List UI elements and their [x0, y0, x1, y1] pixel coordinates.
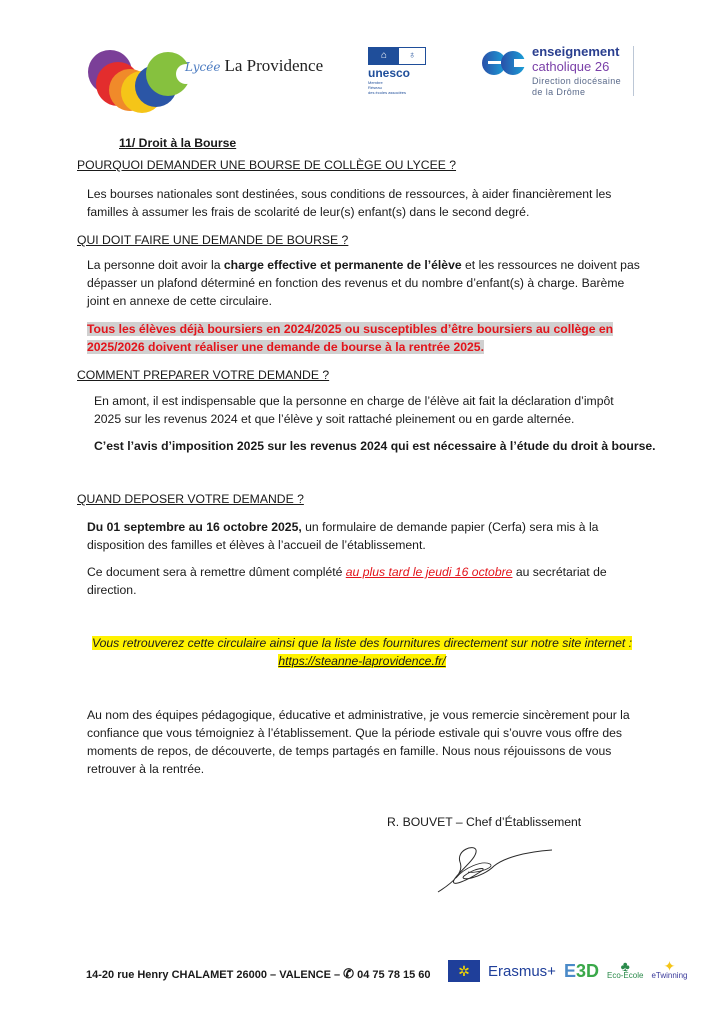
school-logo-circles	[86, 44, 196, 116]
bold-span: Du 01 septembre au 16 octobre 2025,	[87, 520, 302, 534]
unesco-sub: Membre	[368, 80, 383, 85]
temple-icon: ⌂	[369, 48, 399, 64]
deadline-red-text: au plus tard le jeudi 16 octobre	[345, 565, 513, 579]
ec-logo-icon	[481, 50, 525, 76]
school-name-script: Lycée	[185, 60, 221, 74]
heading-qui: QUI DOIT FAIRE UNE DEMANDE DE BOURSE ?	[77, 233, 349, 247]
address-text: 14-20 rue Henry CHALAMET 26000 – VALENCE –	[86, 969, 344, 981]
heading-pourquoi: POURQUOI DEMANDER UNE BOURSE DE COLLÈGE OU LYCEE ?	[77, 158, 457, 172]
ec-logo-text	[532, 44, 621, 98]
school-name-main: La Providence	[224, 56, 324, 75]
figure-icon: ♁	[408, 50, 416, 61]
erasmus-logo: Erasmus+	[488, 962, 556, 980]
text-span: et les ressources ne doivent pas	[461, 258, 640, 272]
red-highlight-text: Tous les élèves déjà boursiers en 2024/2025 ou susceptibles d’être boursiers au collège en	[87, 322, 614, 336]
ec-line3: Direction diocésaine	[532, 76, 622, 86]
ec-line2: catholique 26	[532, 59, 610, 74]
phone-number: 04 75 78 15 60	[357, 969, 431, 981]
paragraph-line	[87, 564, 607, 581]
closing-line: confiance que vous témoigniez à l’établissement. Que la période estivale qui s’ouvre vous offre des	[87, 726, 622, 740]
unesco-name: unesco	[368, 66, 411, 80]
section-title: 11/ Droit à la Bourse	[119, 136, 237, 150]
bold-statement: C’est l’avis d’imposition 2025 sur les revenus 2024 qui est nécessaire à l’étude du droit à bourse.	[94, 439, 656, 453]
eco-ecole-label: Eco-École	[606, 971, 644, 980]
school-name	[185, 56, 323, 76]
phone-icon: ✆	[343, 966, 355, 981]
unesco-logo	[368, 47, 426, 95]
highlight-line	[87, 339, 484, 356]
paragraph-line: joint en annexe de cette circulaire.	[87, 294, 272, 308]
bold-span: charge effective et permanente de l’élève	[223, 258, 462, 272]
highlight-line	[87, 321, 613, 338]
e3d-logo	[564, 961, 599, 982]
paragraph-line: Les bourses nationales sont destinées, sous conditions de ressources, à aider financièrement les	[87, 187, 612, 201]
paragraph-line: dépasser un plafond déterminé en fonction des revenus et du nombre d’enfant(s) à charge. Barème	[87, 276, 625, 290]
website-link[interactable]: https://steanne-laprovidence.fr/	[278, 654, 446, 668]
partner-logos	[448, 954, 687, 988]
text-span: Ce document sera à remettre dûment complété	[87, 565, 346, 579]
red-highlight-text: 2025/2026 doivent réaliser une demande de bourse à la rentrée 2025.	[87, 340, 484, 354]
etwinning-logo	[651, 958, 688, 980]
text-span: au secrétariat de	[512, 565, 607, 579]
e3d-3d: 3D	[575, 960, 599, 981]
paragraph-line: disposition des familles et élèves à l’accueil de l’établissement.	[87, 538, 426, 552]
ec-line4: de la Drôme	[532, 87, 586, 97]
unesco-emblem	[368, 47, 426, 65]
signatory: R. BOUVET – Chef d’Établissement	[387, 815, 582, 829]
closing-line: moments de repos, de découverte, de temps partagés en famille. Nous nous réjouissons de vous	[87, 744, 612, 758]
ec-line1: enseignement	[532, 44, 620, 59]
paragraph-line	[87, 519, 598, 536]
text-span: un formulaire de demande papier (Cerfa) sera mis à la	[301, 520, 599, 534]
eu-flag-icon: ✲	[448, 960, 480, 982]
signature-image	[434, 842, 554, 897]
heading-comment: COMMENT PREPARER VOTRE DEMANDE ?	[77, 368, 330, 382]
unesco-sub: des écoles associées	[368, 90, 407, 95]
eco-ecole-logo	[606, 958, 644, 980]
website-link-line	[0, 653, 724, 670]
unesco-sub: Réseau	[368, 85, 382, 90]
paragraph-line: direction.	[87, 583, 137, 597]
paragraph-line: familles à assumer les frais de scolarité de leur(s) enfant(s) dans le second degré.	[87, 205, 530, 219]
paragraph-line: En amont, il est indispensable que la personne en charge de l’élève ait fait la déclaration d’impôt	[94, 394, 614, 408]
website-note	[0, 635, 724, 652]
etwinning-label: eTwinning	[651, 971, 688, 980]
e3d-e: E	[563, 960, 576, 981]
footer-address	[86, 966, 431, 982]
closing-line: retrouver à la rentrée.	[87, 762, 205, 776]
website-note-text: Vous retrouverez cette circulaire ainsi que la liste des fournitures directement sur notre site internet :	[91, 636, 633, 650]
paragraph-line: 2025 sur les revenus 2024 et que l’élève y soit rattaché pleinement ou en garde alternée.	[94, 412, 575, 426]
tree-icon: ♣	[620, 958, 630, 974]
paragraph-line	[87, 257, 640, 274]
text-span: La personne doit avoir la	[87, 258, 224, 272]
star-figure-icon: ✦	[663, 958, 676, 974]
heading-quand: QUAND DEPOSER VOTRE DEMANDE ?	[77, 492, 304, 506]
closing-line: Au nom des équipes pédagogique, éducative et administrative, je vous remercie sincèrement pour la	[87, 708, 630, 722]
ec-divider	[633, 46, 634, 96]
